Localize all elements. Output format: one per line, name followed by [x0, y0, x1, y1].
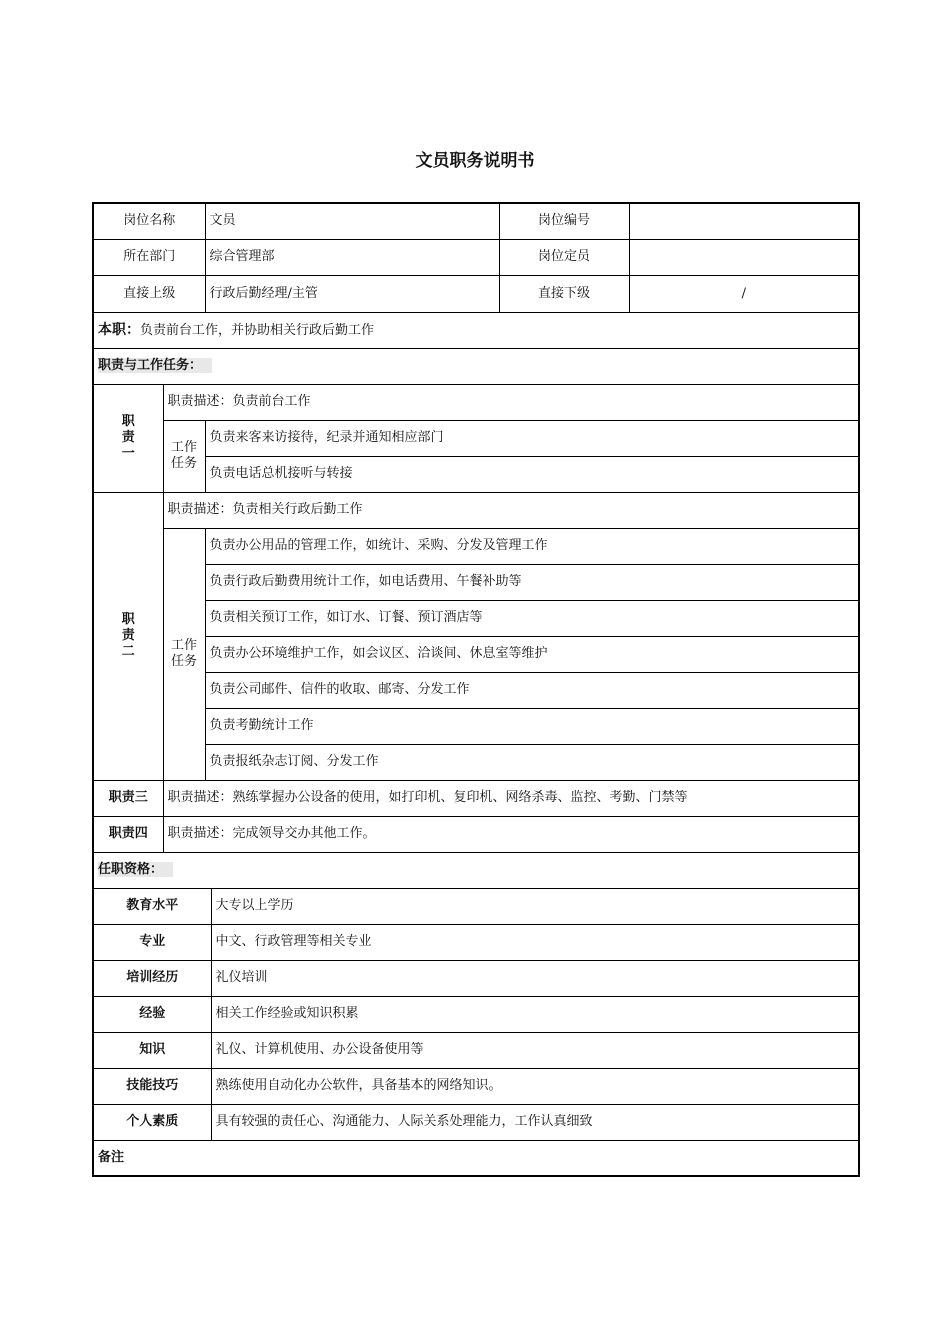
duty2-task-label	[163, 528, 205, 780]
row-qualifications-header	[93, 852, 859, 888]
row-duty2-task	[93, 708, 859, 744]
row-duty1-task	[93, 420, 859, 456]
department-value: 综合管理部	[205, 239, 499, 275]
row-qualification	[93, 924, 859, 960]
duty1-description: 职责描述：负责前台工作	[163, 384, 859, 420]
duty2-label-char: 责	[121, 628, 135, 643]
duty4-description: 职责描述：完成领导交办其他工作。	[163, 816, 859, 852]
remarks-label: 备注	[93, 1140, 859, 1176]
main-duty-text: 负责前台工作，并协助相关行政后勤工作	[140, 322, 375, 338]
row-duty1-desc	[93, 384, 859, 420]
row-duty2-task	[93, 636, 859, 672]
row-duties-header	[93, 348, 859, 384]
task-label-line: 工作	[171, 440, 198, 455]
subordinate-value: /	[629, 275, 859, 312]
job-description-table	[92, 202, 860, 1177]
row-qualification	[93, 960, 859, 996]
duty2-task-item: 负责公司邮件、信件的收取、邮寄、分发工作	[205, 672, 859, 708]
duties-header: 职责与工作任务：	[98, 358, 212, 373]
duty2-task-item: 负责办公环境维护工作，如会议区、洽谈间、休息室等维护	[205, 636, 859, 672]
qualifications-header-cell	[93, 852, 859, 888]
duty1-label	[93, 384, 163, 492]
row-duty4	[93, 816, 859, 852]
qualification-label: 专业	[93, 924, 211, 960]
duty3-description: 职责描述：熟练掌握办公设备的使用，如打印机、复印机、网络杀毒、监控、考勤、门禁等	[163, 780, 859, 816]
qualification-value: 礼仪、计算机使用、办公设备使用等	[211, 1032, 859, 1068]
row-qualification	[93, 1032, 859, 1068]
subordinate-label: 直接下级	[499, 275, 629, 312]
position-name-label: 岗位名称	[93, 203, 205, 239]
position-code-value	[629, 203, 859, 239]
row-qualification	[93, 1104, 859, 1140]
duty1-task-item: 负责来客来访接待，纪录并通知相应部门	[205, 420, 859, 456]
duty2-label	[93, 492, 163, 780]
position-code-label: 岗位编号	[499, 203, 629, 239]
qualification-label: 个人素质	[93, 1104, 211, 1140]
duty1-label-char: 职	[121, 414, 135, 429]
qualification-label: 技能技巧	[93, 1068, 211, 1104]
superior-value: 行政后勤经理/主管	[205, 275, 499, 312]
row-duty2-desc	[93, 492, 859, 528]
row-superior	[93, 275, 859, 312]
qualification-value: 中文、行政管理等相关专业	[211, 924, 859, 960]
row-qualification	[93, 996, 859, 1032]
headcount-label: 岗位定员	[499, 239, 629, 275]
row-duty3	[93, 780, 859, 816]
task-label-line: 工作	[171, 638, 198, 653]
row-remarks	[93, 1140, 859, 1176]
qualification-label: 教育水平	[93, 888, 211, 924]
position-name-value: 文员	[205, 203, 499, 239]
duty2-description: 职责描述：负责相关行政后勤工作	[163, 492, 859, 528]
qualifications-header: 任职资格：	[98, 862, 173, 877]
qualification-label: 知识	[93, 1032, 211, 1068]
row-qualification	[93, 888, 859, 924]
duty2-label-char: 职	[121, 612, 135, 627]
qualification-label: 培训经历	[93, 960, 211, 996]
duty3-label: 职责三	[93, 780, 163, 816]
duty1-task-label	[163, 420, 205, 492]
duty2-label-char: 二	[121, 644, 135, 659]
qualification-value: 具有较强的责任心、沟通能力、人际关系处理能力，工作认真细致	[211, 1104, 859, 1140]
duty2-task-item: 负责报纸杂志订阅、分发工作	[205, 744, 859, 780]
duty1-label-char: 责	[121, 430, 135, 445]
row-duty2-task	[93, 564, 859, 600]
duty2-task-item: 负责行政后勤费用统计工作，如电话费用、午餐补助等	[205, 564, 859, 600]
row-duty2-task	[93, 672, 859, 708]
row-department	[93, 239, 859, 275]
qualification-value: 礼仪培训	[211, 960, 859, 996]
department-label: 所在部门	[93, 239, 205, 275]
duty1-task-item: 负责电话总机接听与转接	[205, 456, 859, 492]
row-duty2-task	[93, 744, 859, 780]
task-label-line: 任务	[171, 654, 198, 669]
duty2-task-item: 负责考勤统计工作	[205, 708, 859, 744]
duty1-label-char: 一	[121, 446, 135, 461]
headcount-value	[629, 239, 859, 275]
document-title: 文员职务说明书	[415, 151, 535, 171]
qualification-label: 经验	[93, 996, 211, 1032]
qualification-value: 熟练使用自动化办公软件，具备基本的网络知识。	[211, 1068, 859, 1104]
row-duty2-task	[93, 600, 859, 636]
qualification-value: 相关工作经验或知识积累	[211, 996, 859, 1032]
duty4-label: 职责四	[93, 816, 163, 852]
qualification-value: 大专以上学历	[211, 888, 859, 924]
duties-header-cell	[93, 348, 859, 384]
duty2-task-item: 负责相关预订工作，如订水、订餐、预订酒店等	[205, 600, 859, 636]
row-qualification	[93, 1068, 859, 1104]
main-duty-cell	[93, 312, 859, 348]
row-duty2-task	[93, 528, 859, 564]
row-duty1-task	[93, 456, 859, 492]
task-label-line: 任务	[171, 456, 198, 471]
superior-label: 直接上级	[93, 275, 205, 312]
duty2-task-item: 负责办公用品的管理工作，如统计、采购、分发及管理工作	[205, 528, 859, 564]
row-main-duty	[93, 312, 859, 348]
main-duty-label: 本职：	[98, 321, 140, 338]
row-position-name	[93, 203, 859, 239]
